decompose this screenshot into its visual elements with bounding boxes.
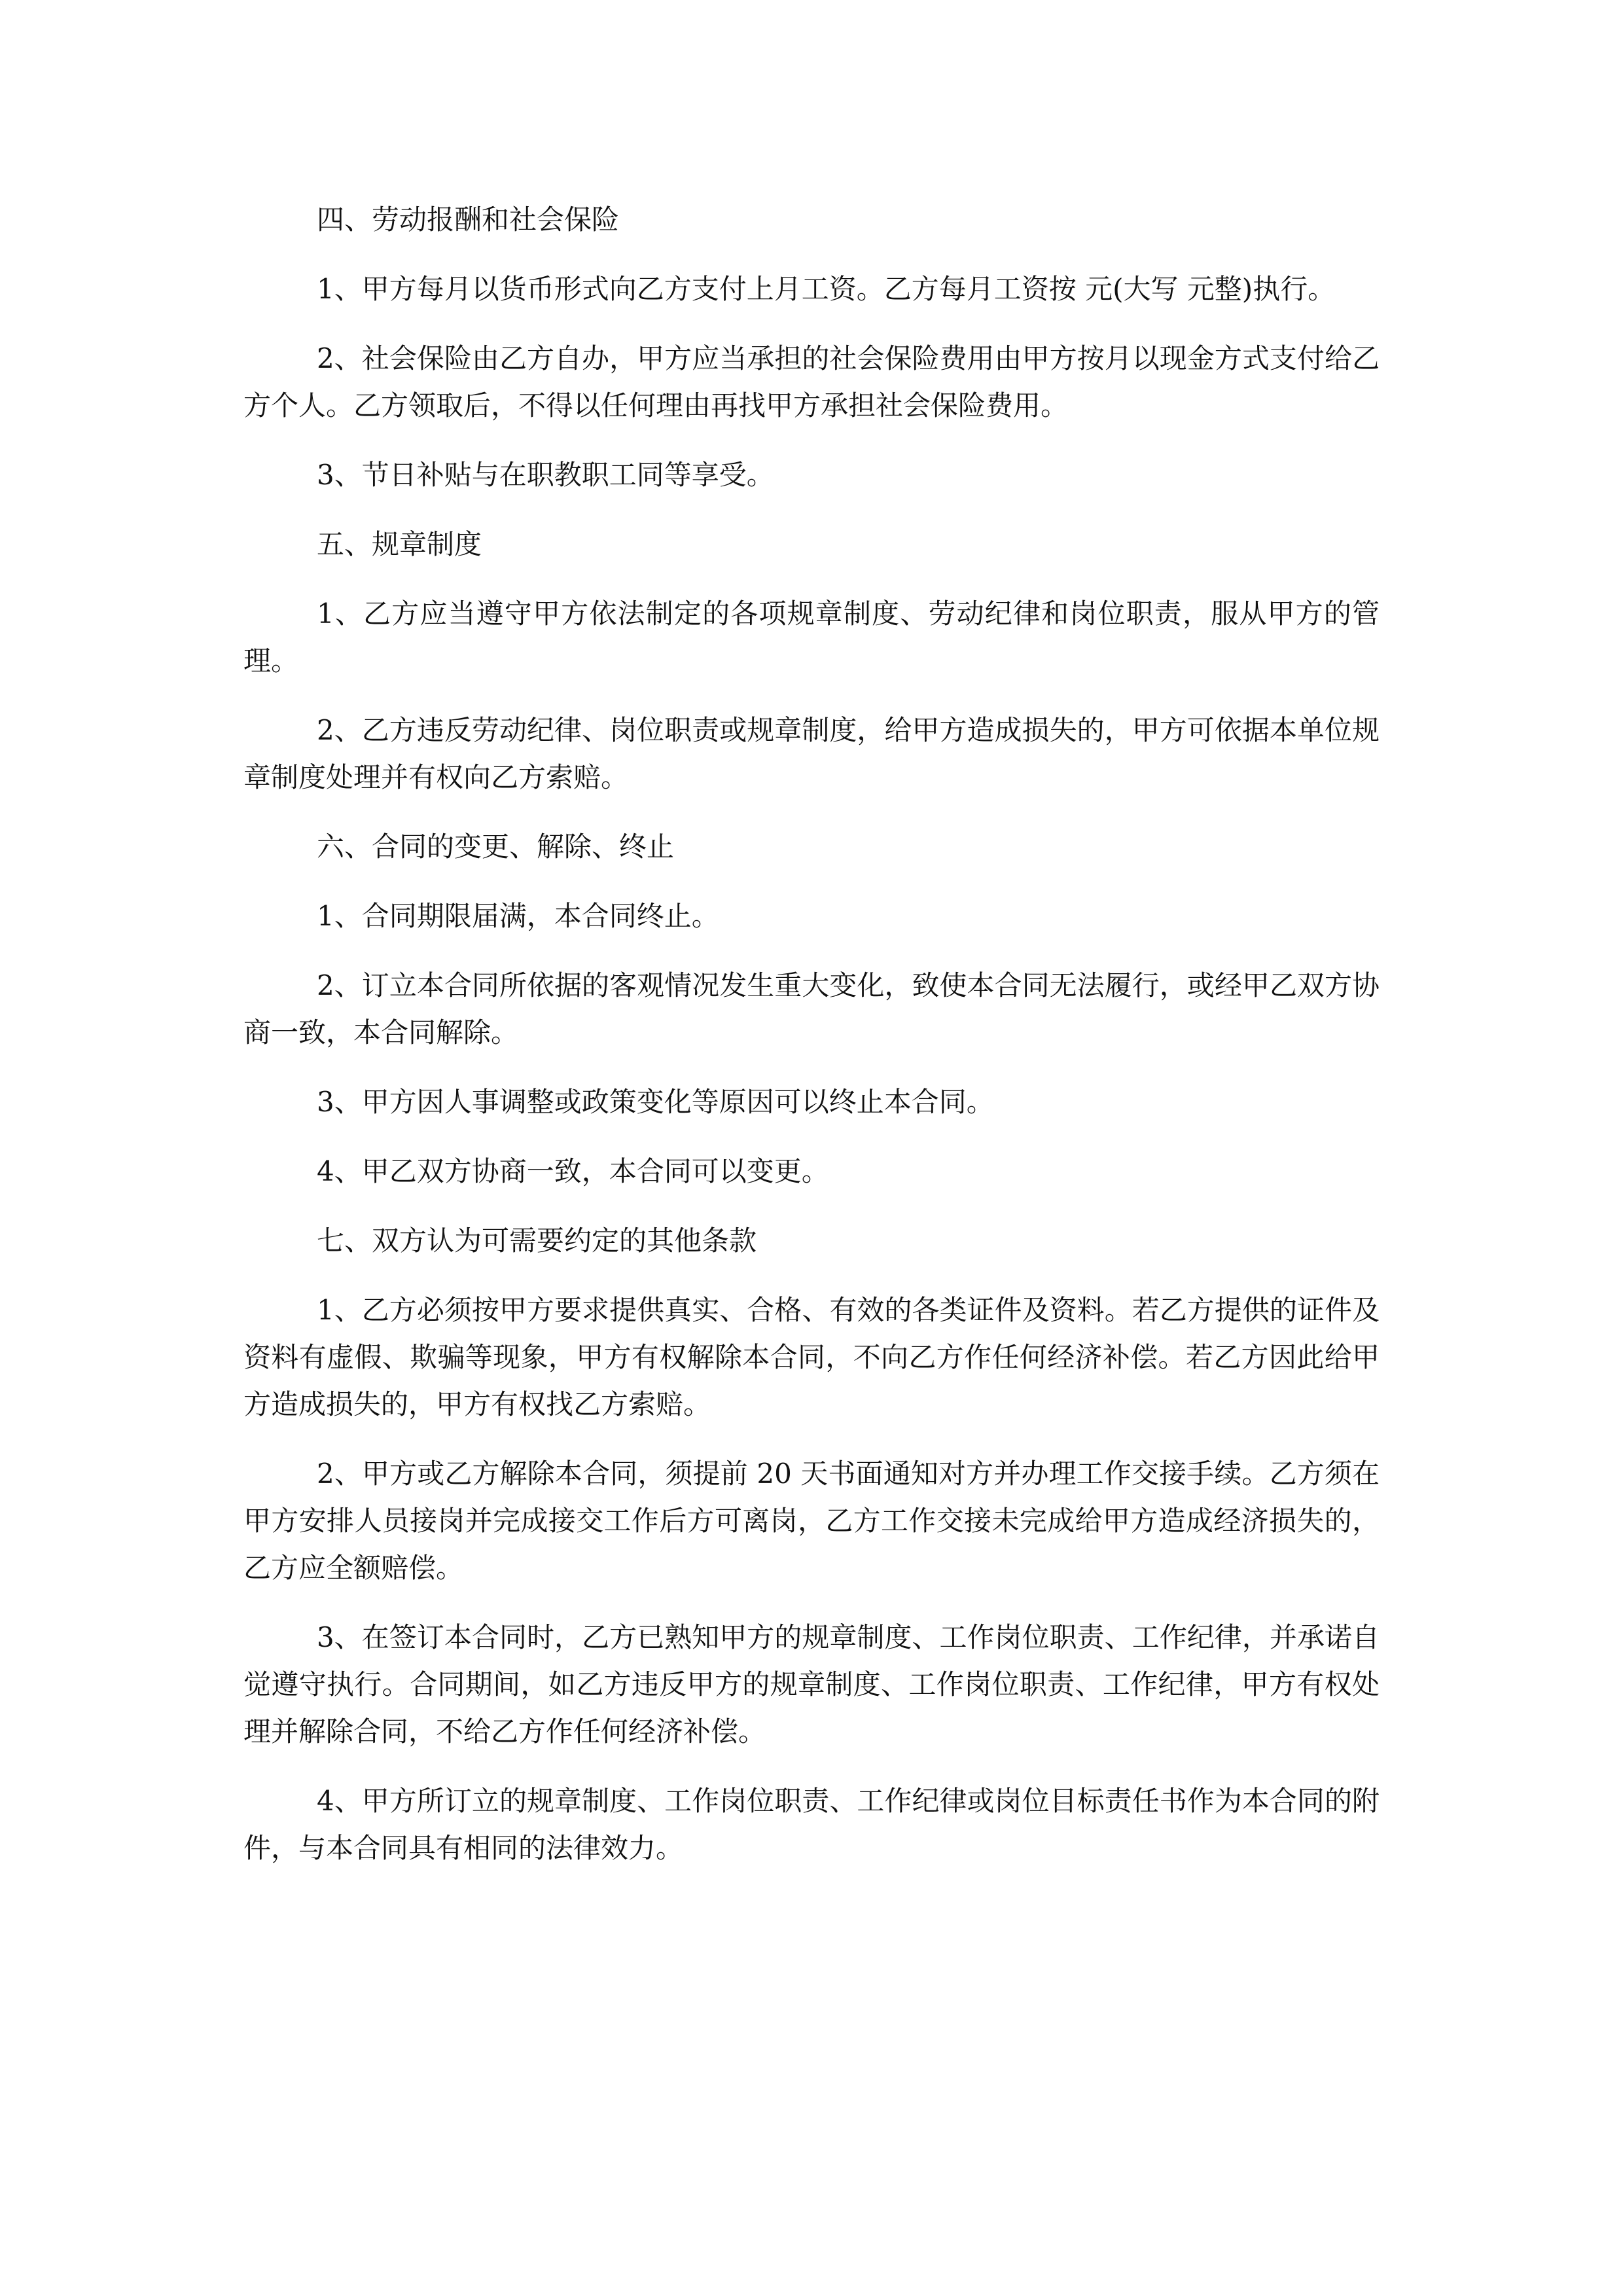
section-heading-7: 七、双方认为可需要约定的其他条款 xyxy=(317,1225,757,1257)
clause-6-2: 2、订立本合同所依据的客观情况发生重大变化，致使本合同无法履行，或经甲乙双方协商一致，本合同解除。 xyxy=(243,969,1380,1049)
clause-6-4: 4、甲乙双方协商一致，本合同可以变更。 xyxy=(317,1155,829,1187)
clause-4-3: 3、节日补贴与在职教职工同等享受。 xyxy=(317,459,774,491)
clause-7-1: 1、乙方必须按甲方要求提供真实、合格、有效的各类证件及资料。若乙方提供的证件及资料有虚假、欺骗等现象，甲方有权解除本合同，不向乙方作任何经济补偿。若乙方因此给甲方造成损失的，甲方有权找乙方索赔。 xyxy=(243,1294,1380,1420)
clause-5-1: 1、乙方应当遵守甲方依法制定的各项规章制度、劳动纪律和岗位职责，服从甲方的管理。 xyxy=(243,598,1380,677)
document-page xyxy=(243,196,1380,1872)
clause-7-4: 4、甲方所订立的规章制度、工作岗位职责、工作纪律或岗位目标责任书作为本合同的附件，与本合同具有相同的法律效力。 xyxy=(243,1785,1380,1864)
section-heading-4: 四、劳动报酬和社会保险 xyxy=(317,204,620,236)
clause-6-3: 3、甲方因人事调整或政策变化等原因可以终止本合同。 xyxy=(317,1086,994,1118)
section-heading-5: 五、规章制度 xyxy=(317,528,482,560)
section-heading-6: 六、合同的变更、解除、终止 xyxy=(317,831,675,863)
clause-6-1: 1、合同期限届满，本合同终止。 xyxy=(317,900,719,932)
clause-7-3: 3、在签订本合同时，乙方已熟知甲方的规章制度、工作岗位职责、工作纪律，并承诺自觉遵守执行。合同期间，如乙方违反甲方的规章制度、工作岗位职责、工作纪律，甲方有权处理并解除合同，不给乙方作任何经济补偿。 xyxy=(243,1621,1380,1748)
clause-4-1: 1、甲方每月以货币形式向乙方支付上月工资。乙方每月工资按 元(大写 元整)执行。 xyxy=(317,273,1336,305)
clause-4-2: 2、社会保险由乙方自办，甲方应当承担的社会保险费用由甲方按月以现金方式支付给乙方个人。乙方领取后，不得以任何理由再找甲方承担社会保险费用。 xyxy=(243,342,1380,422)
clause-5-2: 2、乙方违反劳动纪律、岗位职责或规章制度，给甲方造成损失的，甲方可依据本单位规章制度处理并有权向乙方索赔。 xyxy=(243,714,1380,793)
clause-7-2: 2、甲方或乙方解除本合同，须提前 20 天书面通知对方并办理工作交接手续。乙方须在甲方安排人员接岗并完成接交工作后方可离岗，乙方工作交接未完成给甲方造成经济损失的，乙方应全额赔偿。 xyxy=(243,1458,1380,1584)
